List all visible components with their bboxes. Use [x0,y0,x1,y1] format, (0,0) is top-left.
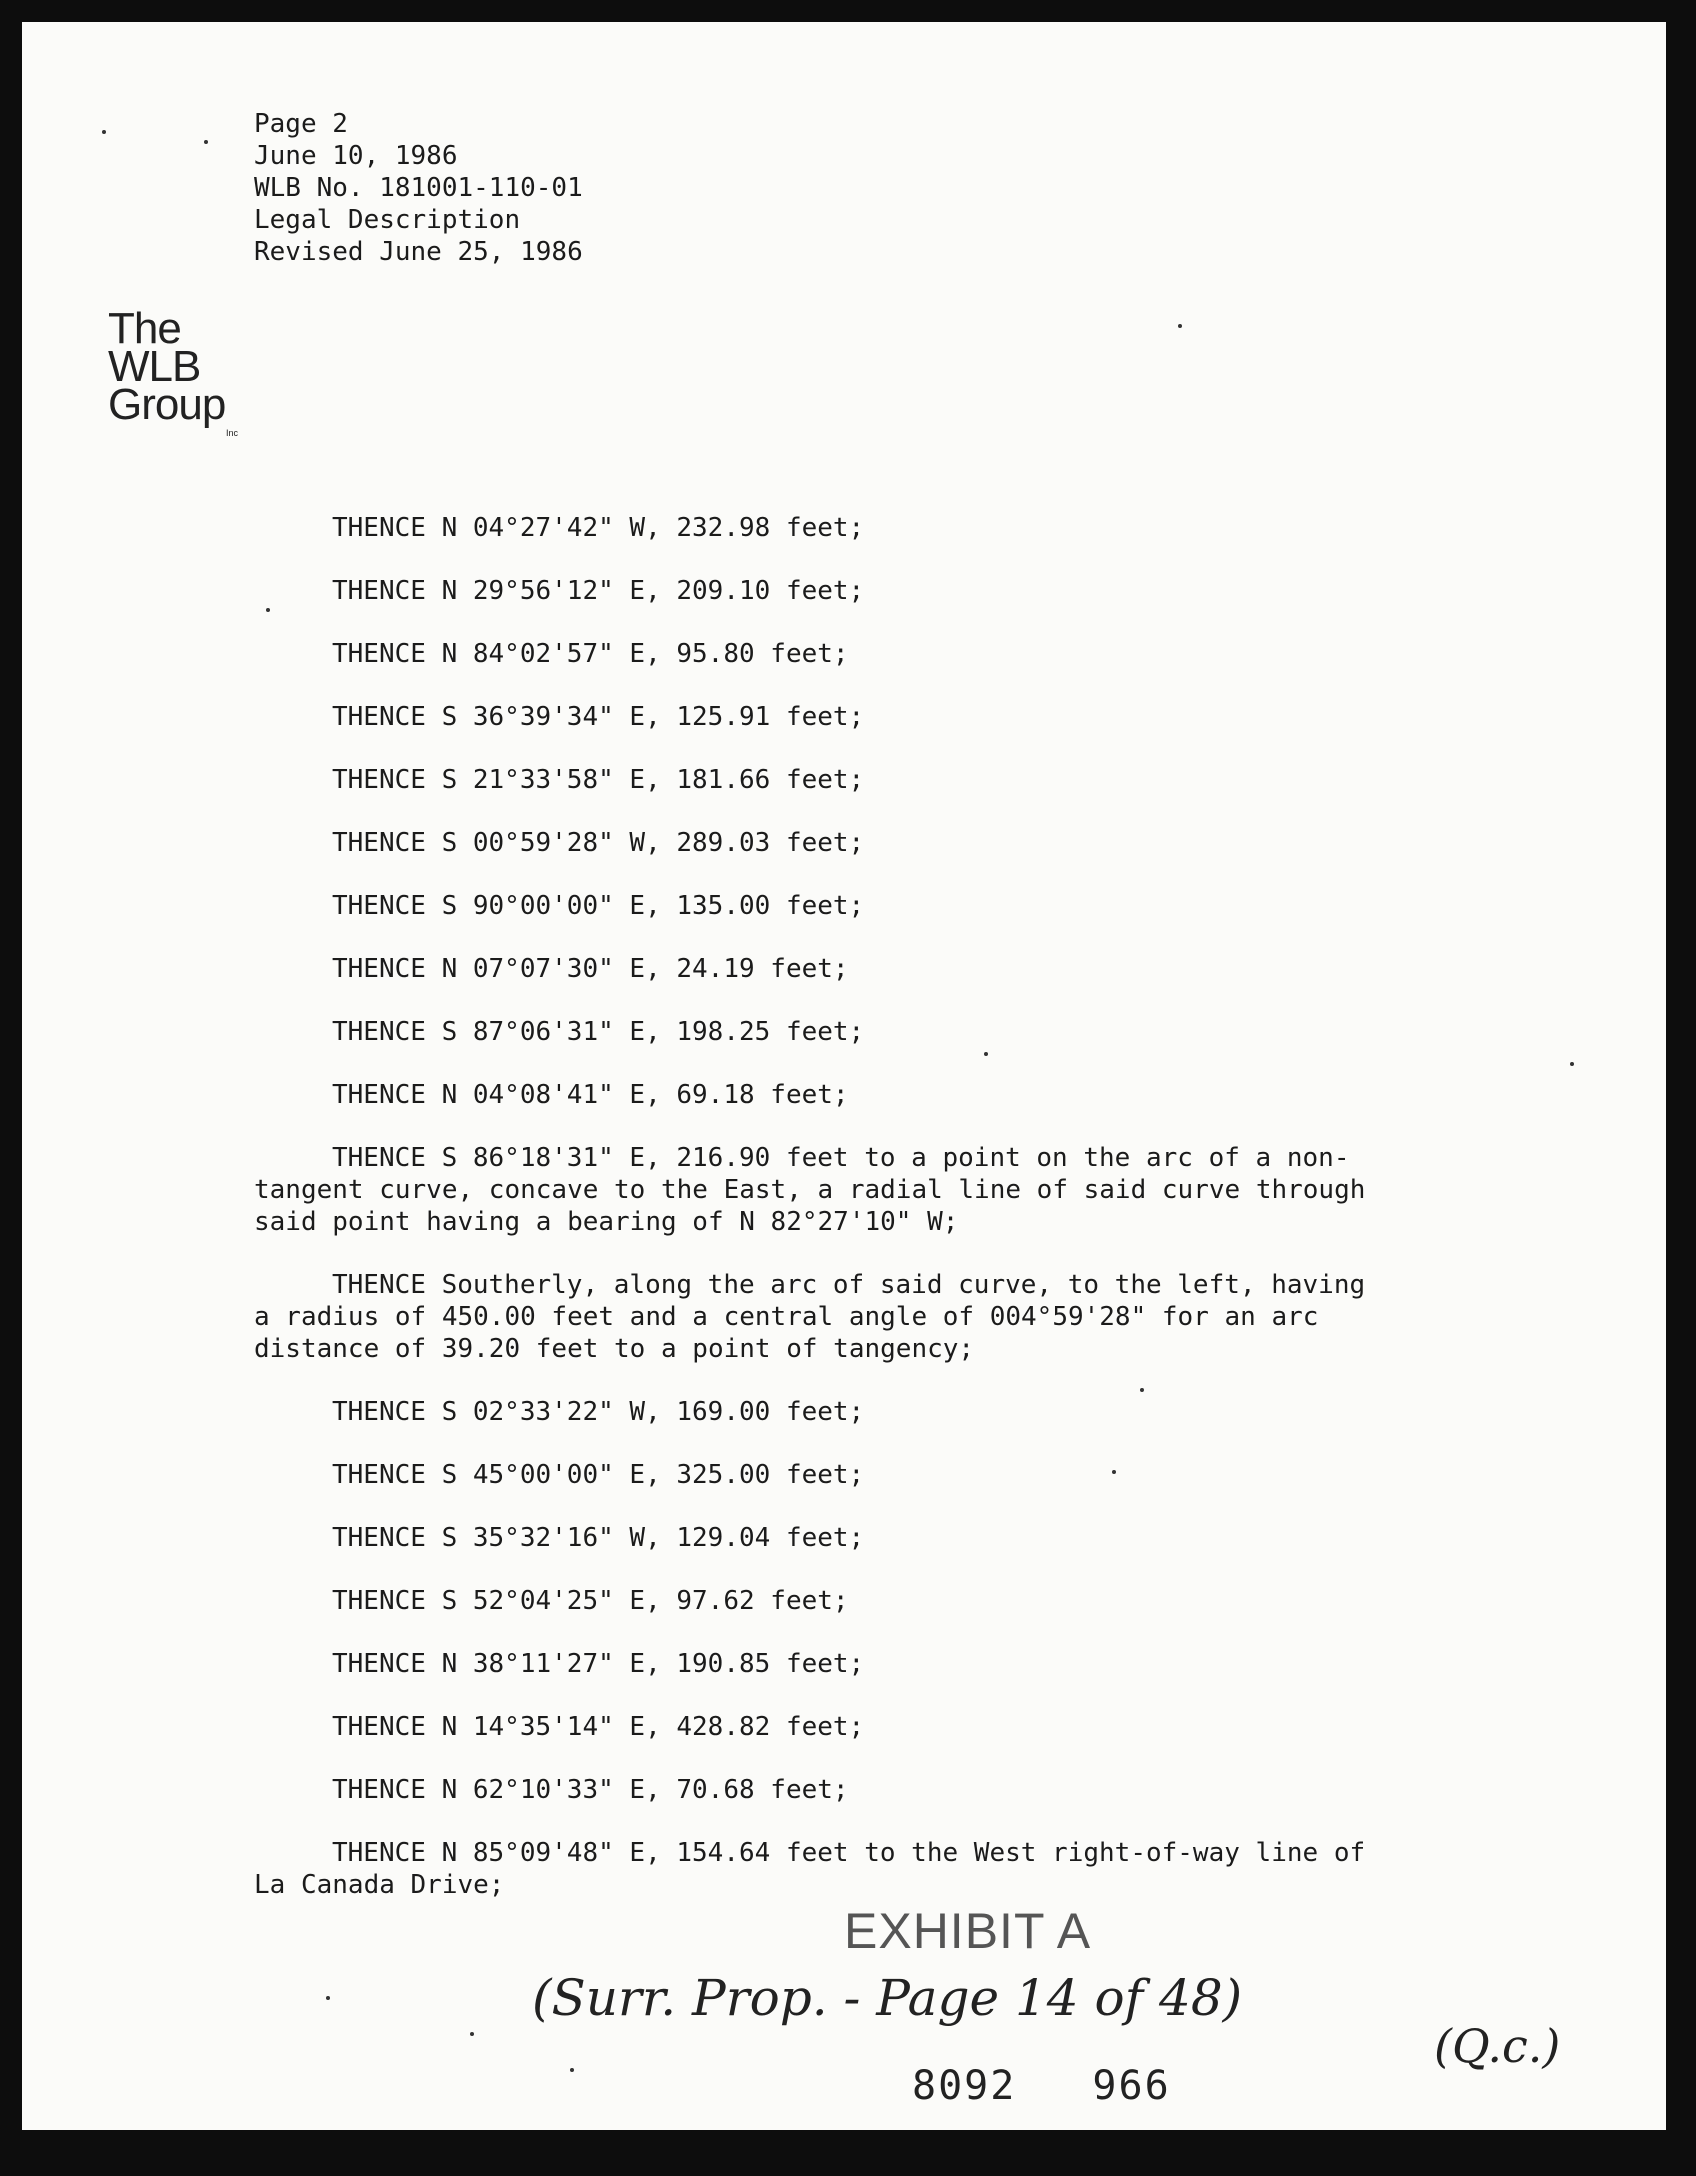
course-call: THENCE S 36°39'34" E, 125.91 feet; [332,702,865,732]
scan-speck [266,608,270,612]
scan-speck [570,2068,574,2072]
scan-speck [1178,324,1182,328]
arc-point-text: THENCE S 86°18'31" E, 216.90 feet to a point on the arc of a non-tangent curve, concave to the East, a radial line of said curve through said point having a bearing of N 82°27'10" W; [254,1143,1382,1237]
handwritten-page-note: (Surr. Prop. - Page 14 of 48) [532,1969,1243,2027]
course-call: THENCE S 00°59'28" W, 289.03 feet; [332,828,865,858]
logo-line-wlb: WLB [108,342,201,391]
final-call-text: THENCE N 85°09'48" E, 154.64 feet to the West right-of-way line of La Canada Drive; [254,1838,1381,1900]
wlb-group-logo [108,304,239,438]
scan-speck [326,1996,330,2000]
arc-point-paragraph [254,1142,1384,1238]
legal-description-body [254,512,1404,1932]
course-call: THENCE S 21°33'58" E, 181.66 feet; [332,765,865,795]
scan-speck [1112,1470,1116,1474]
page-header [254,108,583,268]
scan-border-left [0,0,22,2176]
course-call: THENCE S 52°04'25" E, 97.62 feet; [332,1586,849,1616]
course-call: THENCE N 29°56'12" E, 209.10 feet; [332,576,865,606]
page-number: Page 2 [254,109,348,139]
scan-speck [1140,1388,1144,1392]
handwritten-qc-mark: (Q.c.) [1434,2019,1561,2073]
exhibit-stamp: EXHIBIT A [844,1903,1092,1959]
course-call: THENCE N 04°08'41" E, 69.18 feet; [332,1080,849,1110]
course-call: THENCE S 90°00'00" E, 135.00 feet; [332,891,865,921]
wlb-number: WLB No. 181001-110-01 [254,173,583,203]
arc-curve-paragraph [254,1269,1384,1365]
scan-speck [470,2032,474,2036]
logo-suffix: Inc [226,428,239,438]
revision-date: Revised June 25, 1986 [254,237,583,267]
course-call: THENCE N 38°11'27" E, 190.85 feet; [332,1649,865,1679]
document-date: June 10, 1986 [254,141,458,171]
scan-border-top [0,0,1696,22]
document-number: 8092 966 [912,2063,1171,2109]
document-subject: Legal Description [254,205,521,235]
course-call: THENCE N 04°27'42" W, 232.98 feet; [332,513,865,543]
course-call: THENCE S 35°32'16" W, 129.04 feet; [332,1523,865,1553]
scan-border-bottom [0,2130,1696,2176]
scan-border-right [1666,0,1696,2176]
logo-line-group: Group [108,380,226,429]
scan-speck [984,1052,988,1056]
course-call: THENCE N 14°35'14" E, 428.82 feet; [332,1712,865,1742]
scan-speck [204,140,208,144]
course-call: THENCE S 45°00'00" E, 325.00 feet; [332,1460,865,1490]
document-page [22,22,1666,2130]
course-call: THENCE S 02°33'22" W, 169.00 feet; [332,1397,865,1427]
scan-speck [1570,1062,1574,1066]
course-call: THENCE N 07°07'30" E, 24.19 feet; [332,954,849,984]
course-call: THENCE N 84°02'57" E, 95.80 feet; [332,639,849,669]
course-call: THENCE S 87°06'31" E, 198.25 feet; [332,1017,865,1047]
scan-speck [102,130,106,134]
arc-curve-text: THENCE Southerly, along the arc of said curve, to the left, having a radius of 450.00 feet and a central angle of 004°59'28" for an arc distance of 39.20 feet to a point of tangency; [254,1270,1381,1364]
course-call: THENCE N 62°10'33" E, 70.68 feet; [332,1775,849,1805]
logo-line-the: The [108,304,181,353]
final-call-paragraph [254,1837,1384,1901]
